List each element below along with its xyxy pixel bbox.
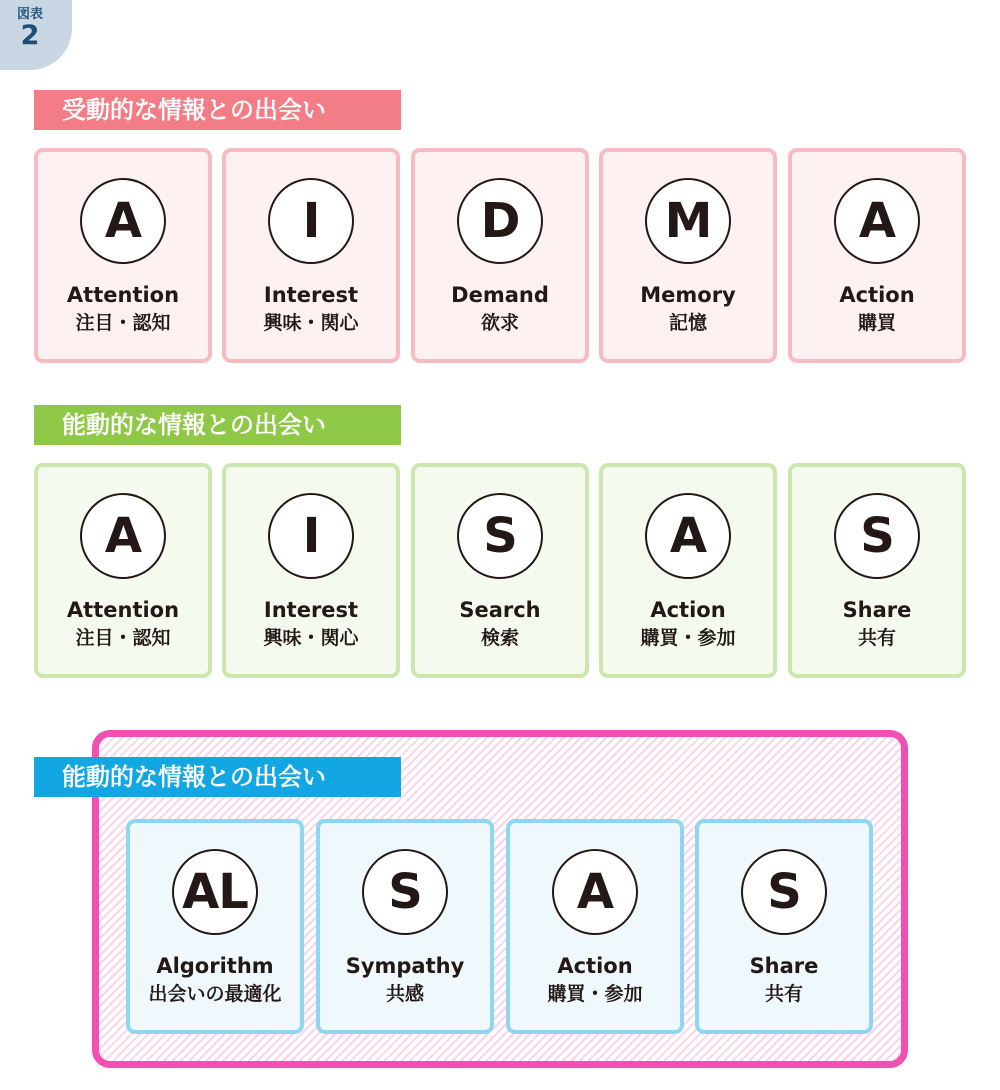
card-aidma-demand [411,148,589,363]
card-title-en: Attention [66,283,180,307]
card-title-ja: 検索 [480,627,519,649]
card-title-ja: 購買・参加 [640,627,736,649]
card-title-en: Action [557,954,633,978]
card-title-ja: 欲求 [480,312,519,334]
card-aidma-attention [34,148,212,363]
card-title-en: Action [839,283,915,307]
card-title-en: Attention [66,598,180,622]
letter-circle: S [362,849,448,935]
card-alsas-action [506,819,684,1034]
card-aisas-interest [222,463,400,678]
letter-circle: I [268,493,354,579]
figure-number: 2 [20,20,40,51]
letter-circle: S [834,493,920,579]
card-title-ja: 購買 [857,312,896,334]
letter-circle: AL [172,849,258,935]
card-title-ja: 注目・認知 [75,627,171,649]
card-aisas-attention [34,463,212,678]
letter-circle: D [457,178,543,264]
card-title-en: Memory [640,283,736,307]
figure-badge [0,0,72,70]
card-title-ja: 注目・認知 [75,312,171,334]
card-title-en: Algorithm [156,954,274,978]
card-aidma-memory [599,148,777,363]
card-title-en: Sympathy [345,954,465,978]
section-header-active: 能動的な情報との出会い [34,405,401,445]
card-title-ja: 興味・関心 [263,312,359,334]
card-alsas-algorithm [126,819,304,1034]
card-title-ja: 共有 [764,983,803,1005]
card-aisas-search [411,463,589,678]
card-title-en: Interest [263,598,359,622]
letter-circle: A [80,493,166,579]
card-title-ja: 記憶 [668,312,707,334]
section-header-algorithm: 能動的な情報との出会い [34,757,401,797]
card-title-en: Share [842,598,912,622]
card-title-ja: 共感 [385,983,424,1005]
letter-circle: A [552,849,638,935]
letter-circle: A [80,178,166,264]
card-title-ja: 購買・参加 [547,983,643,1005]
card-title-en: Share [749,954,819,978]
card-title-en: Action [650,598,726,622]
card-alsas-sympathy [316,819,494,1034]
letter-circle: S [741,849,827,935]
section-header-passive: 受動的な情報との出会い [34,90,401,130]
figure-label: 図表 [16,7,43,22]
card-alsas-share [695,819,873,1034]
card-title-ja: 共有 [857,627,896,649]
card-title-ja: 出会いの最適化 [148,983,282,1005]
card-title-en: Search [459,598,541,622]
card-aidma-action [788,148,966,363]
card-title-en: Demand [451,283,549,307]
letter-circle: S [457,493,543,579]
card-aisas-action [599,463,777,678]
card-title-ja: 興味・関心 [263,627,359,649]
letter-circle: A [645,493,731,579]
card-aisas-share [788,463,966,678]
card-title-en: Interest [263,283,359,307]
card-aidma-interest [222,148,400,363]
letter-circle: A [834,178,920,264]
letter-circle: I [268,178,354,264]
letter-circle: M [645,178,731,264]
